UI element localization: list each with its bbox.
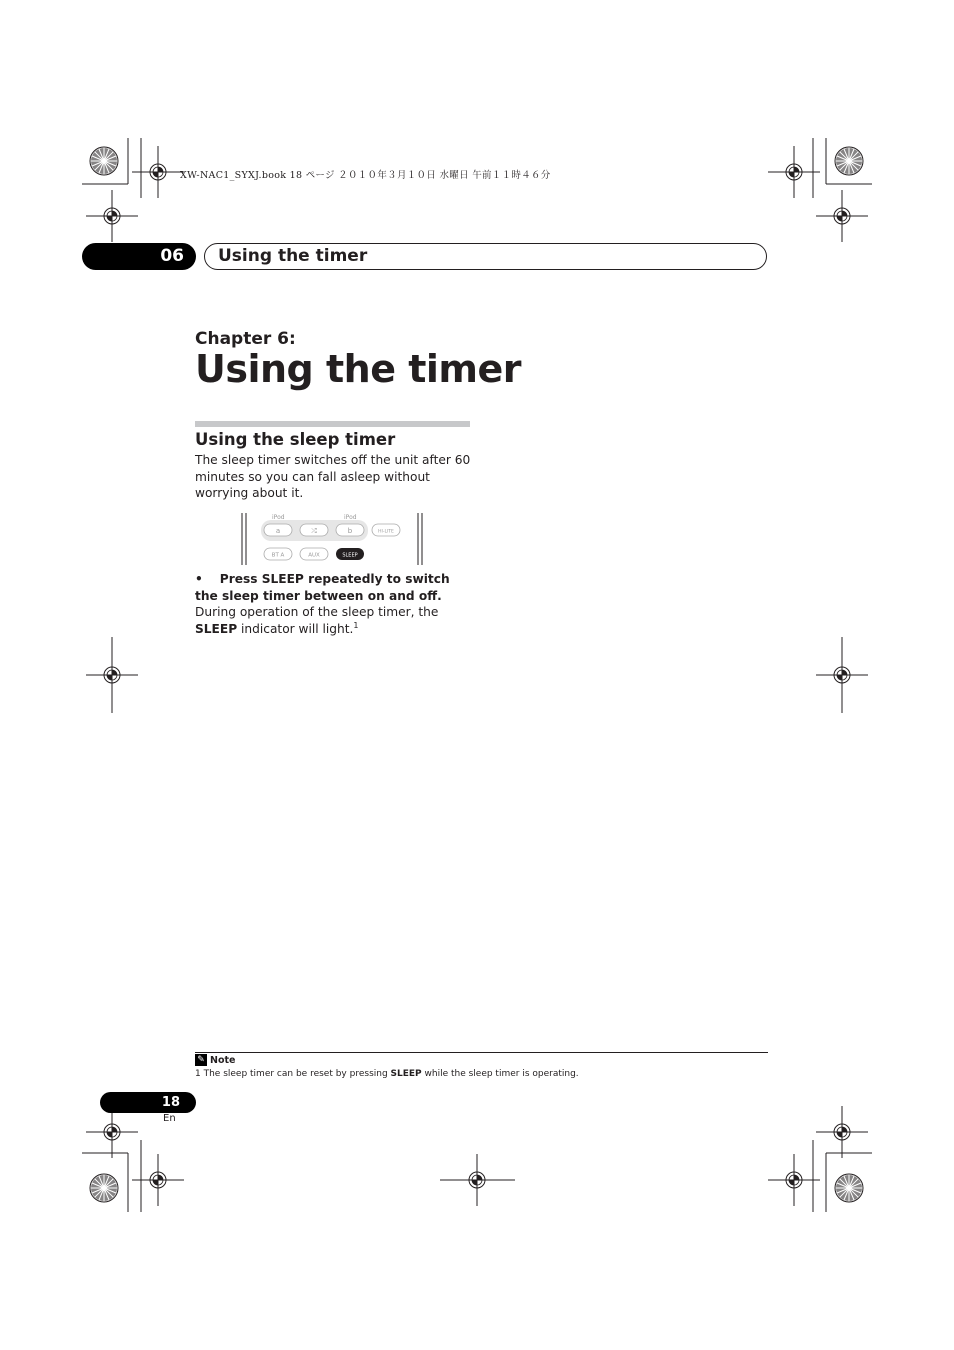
ipod-label-right: iPod xyxy=(344,514,357,521)
footnote-ref: 1 xyxy=(353,620,359,630)
print-slug: XW-NAC1_SYXJ.book 18 ページ ２０１０年３月１０日 水曜日 午前１１時４６分 xyxy=(180,170,551,181)
remote-button-sleep-label: SLEEP xyxy=(342,552,358,559)
footnote xyxy=(195,1069,579,1079)
remote-button-shuffle-label: ⤮ xyxy=(311,527,317,535)
remote-button-aux-label: AUX xyxy=(308,552,320,559)
note-icon: ✎ xyxy=(195,1054,207,1066)
note-label: Note xyxy=(210,1054,236,1066)
remote-button-bt-label: BT A xyxy=(271,552,285,559)
footnote-bold: SLEEP xyxy=(390,1069,422,1079)
language-code: En xyxy=(163,1113,176,1124)
section-intro: The sleep timer switches off the unit after 60 minutes so you can fall asleep without worrying about it. xyxy=(195,453,471,500)
bullet: • xyxy=(195,572,203,586)
instruction-desc-bold: SLEEP xyxy=(195,621,238,636)
chapter-number-tab: 06 xyxy=(82,243,196,270)
ipod-label-left: iPod xyxy=(272,514,285,521)
section-divider xyxy=(195,421,470,427)
remote-illustration xyxy=(240,511,424,567)
instruction-description xyxy=(195,604,473,637)
footnote-before: The sleep timer can be reset by pressing xyxy=(200,1069,391,1079)
remote-button-a-label: a xyxy=(275,527,281,535)
remote-button-hifi-label: HI-LITE xyxy=(378,529,394,535)
instruction-step-text: Press SLEEP repeatedly to switch the sleep timer between on and off. xyxy=(195,572,450,603)
note-rule xyxy=(195,1052,768,1053)
instruction-desc-after: indicator will light. xyxy=(237,621,354,636)
chapter-label: Chapter 6: xyxy=(195,329,296,349)
remote-button-b-label: b xyxy=(347,527,353,535)
running-header-title: Using the timer xyxy=(204,243,767,270)
note-heading xyxy=(195,1054,235,1066)
page-title: Using the timer xyxy=(195,347,522,391)
section-heading: Using the sleep timer xyxy=(195,430,396,449)
instruction-step xyxy=(195,571,473,604)
instruction-desc-before: During operation of the sleep timer, the xyxy=(195,605,439,619)
footnote-after: while the sleep timer is operating. xyxy=(421,1069,579,1079)
page-number: 18 xyxy=(100,1092,196,1113)
footnote-number: 1 xyxy=(195,1069,201,1079)
